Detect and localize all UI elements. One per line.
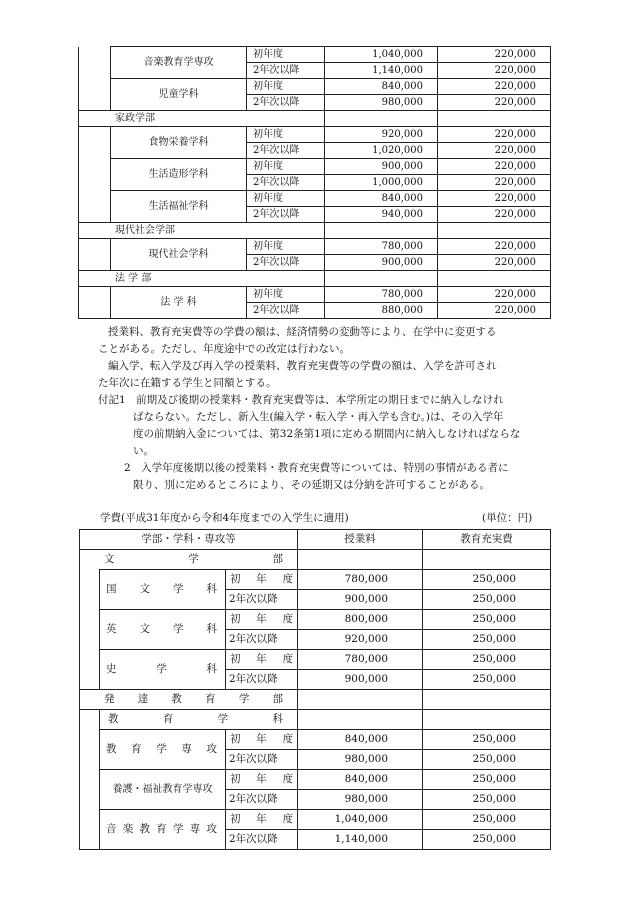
tuition-cell: 840,000 xyxy=(325,79,438,95)
year-cell: 初年度 xyxy=(247,191,325,207)
dept-cell: 史 学 科 xyxy=(100,650,226,690)
year-cell: 初 年 度 xyxy=(226,650,298,670)
department-row xyxy=(80,710,551,730)
tuition-cell: 840,000 xyxy=(298,730,423,750)
table-row xyxy=(80,650,551,670)
facility-cell: 220,000 xyxy=(438,127,551,143)
dept-cell: 現代社会学科 xyxy=(111,239,247,271)
facility-cell: 220,000 xyxy=(438,63,551,79)
tuition-cell: 920,000 xyxy=(325,127,438,143)
year-cell: 2年次以降 xyxy=(247,303,325,319)
unit-label: (単位：円) xyxy=(482,512,533,524)
facility-cell: 220,000 xyxy=(438,143,551,159)
table-row xyxy=(79,47,551,63)
table-row xyxy=(79,127,551,143)
year-cell: 2年次以降 xyxy=(226,790,298,810)
dept-cell: 音 楽 教 育 学 専 攻 xyxy=(100,810,226,850)
table-row xyxy=(80,570,551,590)
year-cell: 2年次以降 xyxy=(226,670,298,690)
faculty-row xyxy=(80,550,551,570)
tuition-cell: 1,140,000 xyxy=(298,830,423,850)
facility-cell: 220,000 xyxy=(438,79,551,95)
year-cell: 初 年 度 xyxy=(226,610,298,630)
faculty-title: 法 学 部 xyxy=(79,271,325,287)
tuition-cell: 1,040,000 xyxy=(325,47,438,63)
dept-cell: 児童学科 xyxy=(111,79,247,111)
faculty-row xyxy=(80,690,551,710)
facility-cell: 220,000 xyxy=(438,47,551,63)
tuition-cell: 980,000 xyxy=(325,95,438,111)
tuition-cell: 1,140,000 xyxy=(325,63,438,79)
table-caption: 学費(平成31年度から令和4年度までの入学生に適用) xyxy=(100,512,349,524)
table-row xyxy=(79,287,551,303)
table-row xyxy=(79,159,551,175)
year-cell: 初年度 xyxy=(247,47,325,63)
tuition-cell: 920,000 xyxy=(298,630,423,650)
year-cell: 2年次以降 xyxy=(247,143,325,159)
facility-cell: 250,000 xyxy=(423,630,551,650)
tuition-table-continued xyxy=(78,46,551,319)
facility-cell: 220,000 xyxy=(438,191,551,207)
year-cell: 2年次以降 xyxy=(226,590,298,610)
facility-cell: 220,000 xyxy=(438,207,551,223)
facility-cell: 250,000 xyxy=(423,610,551,630)
faculty-title: 家政学部 xyxy=(79,111,325,127)
year-cell: 2年次以降 xyxy=(226,750,298,770)
appendix-note-1d: い。 xyxy=(133,445,154,457)
facility-cell: 250,000 xyxy=(423,810,551,830)
table-row xyxy=(79,79,551,95)
tuition-table xyxy=(79,529,551,850)
dept-cell: 教 育 学 専 攻 xyxy=(100,730,226,770)
year-cell: 2年次以降 xyxy=(247,95,325,111)
tuition-cell: 840,000 xyxy=(298,770,423,790)
appendix-note-1a: 付記1 前期及び後期の授業料・教育充実費等は、本学所定の期日までに納入しなけれ xyxy=(98,394,504,406)
note-paragraph-2a: 編入学、転入学及び再入学の授業料、教育充実費等の学費の額は、入学を許可され xyxy=(108,360,497,372)
appendix-note-2a: 2 入学年度後期以後の授業料・教育充実費等については、特別の事情がある者に xyxy=(124,462,509,474)
year-cell: 2年次以降 xyxy=(247,175,325,191)
facility-cell: 220,000 xyxy=(438,95,551,111)
facility-cell: 250,000 xyxy=(423,650,551,670)
year-cell: 初年度 xyxy=(247,159,325,175)
tuition-cell: 780,000 xyxy=(298,570,423,590)
year-cell: 初 年 度 xyxy=(226,570,298,590)
note-paragraph-1b: ことがある。ただし、年度途中での改定は行わない。 xyxy=(98,343,350,355)
tuition-cell: 1,020,000 xyxy=(325,143,438,159)
note-paragraph-2b: た年次に在籍する学生と同額とする。 xyxy=(98,377,277,389)
tuition-cell: 800,000 xyxy=(298,610,423,630)
tuition-cell: 900,000 xyxy=(325,255,438,271)
department-title: 教 育 学 科 xyxy=(100,710,298,730)
facility-cell: 250,000 xyxy=(423,750,551,770)
tuition-cell: 900,000 xyxy=(325,159,438,175)
dept-cell: 国 文 学 科 xyxy=(100,570,226,610)
facility-cell: 220,000 xyxy=(438,175,551,191)
tuition-cell: 840,000 xyxy=(325,191,438,207)
year-cell: 2年次以降 xyxy=(247,255,325,271)
facility-cell: 220,000 xyxy=(438,159,551,175)
year-cell: 2年次以降 xyxy=(226,630,298,650)
facility-cell: 250,000 xyxy=(423,830,551,850)
header-dept: 学部・学科・専攻等 xyxy=(80,530,298,550)
tuition-cell: 780,000 xyxy=(325,287,438,303)
facility-cell: 220,000 xyxy=(438,303,551,319)
dept-cell: 養護・福祉教育学専攻 xyxy=(100,770,226,810)
tuition-cell: 940,000 xyxy=(325,207,438,223)
year-cell: 初 年 度 xyxy=(226,730,298,750)
faculty-row xyxy=(79,223,551,239)
tuition-cell: 780,000 xyxy=(325,239,438,255)
facility-cell: 250,000 xyxy=(423,570,551,590)
dept-cell: 食物栄養学科 xyxy=(111,127,247,159)
faculty-title: 現代社会学部 xyxy=(79,223,325,239)
year-cell: 初年度 xyxy=(247,239,325,255)
facility-cell: 250,000 xyxy=(423,590,551,610)
facility-cell: 250,000 xyxy=(423,730,551,750)
facility-cell: 220,000 xyxy=(438,239,551,255)
facility-cell: 220,000 xyxy=(438,287,551,303)
facility-cell: 250,000 xyxy=(423,790,551,810)
table-row xyxy=(80,810,551,830)
facility-cell: 250,000 xyxy=(423,670,551,690)
note-paragraph-1a: 授業料、教育充実費等の学費の額は、経済情勢の変動等により、在学中に変更する xyxy=(108,326,497,338)
tuition-cell: 780,000 xyxy=(298,650,423,670)
appendix-note-1c: 度の前期納入金については、第32条第1項に定める期間内に納入しなければならな xyxy=(133,428,521,440)
faculty-title: 発 達 教 育 学 部 xyxy=(80,690,298,710)
appendix-note-1b: ばならない。ただし、新入生(編入学・転入学・再入学も含む。)は、その入学年 xyxy=(133,411,504,423)
tuition-cell: 900,000 xyxy=(298,670,423,690)
year-cell: 初年度 xyxy=(247,127,325,143)
facility-cell: 250,000 xyxy=(423,770,551,790)
dept-cell: 生活福祉学科 xyxy=(111,191,247,223)
table-row xyxy=(79,239,551,255)
year-cell: 2年次以降 xyxy=(226,830,298,850)
facility-cell: 220,000 xyxy=(438,255,551,271)
faculty-title: 文 学 部 xyxy=(80,550,298,570)
dept-cell: 音楽教育学専攻 xyxy=(111,47,247,79)
dept-cell: 法 学 科 xyxy=(111,287,247,319)
tuition-cell: 1,000,000 xyxy=(325,175,438,191)
table-row xyxy=(80,610,551,630)
faculty-row xyxy=(79,271,551,287)
year-cell: 初 年 度 xyxy=(226,810,298,830)
dept-cell: 生活造形学科 xyxy=(111,159,247,191)
tuition-cell: 980,000 xyxy=(298,790,423,810)
faculty-row xyxy=(79,111,551,127)
year-cell: 初年度 xyxy=(247,79,325,95)
tuition-cell: 900,000 xyxy=(298,590,423,610)
table-row xyxy=(79,191,551,207)
tuition-cell: 1,040,000 xyxy=(298,810,423,830)
year-cell: 2年次以降 xyxy=(247,207,325,223)
dept-cell: 英 文 学 科 xyxy=(100,610,226,650)
tuition-cell: 880,000 xyxy=(325,303,438,319)
year-cell: 初 年 度 xyxy=(226,770,298,790)
table-header-row xyxy=(80,530,551,550)
table-row xyxy=(80,730,551,750)
year-cell: 初年度 xyxy=(247,287,325,303)
header-tuition: 授業料 xyxy=(298,530,423,550)
appendix-note-2b: 限り、別に定めるところにより、その延期又は分納を許可することがある。 xyxy=(133,479,490,491)
header-facility: 教育充実費 xyxy=(423,530,551,550)
table-row xyxy=(80,770,551,790)
year-cell: 2年次以降 xyxy=(247,63,325,79)
tuition-cell: 980,000 xyxy=(298,750,423,770)
